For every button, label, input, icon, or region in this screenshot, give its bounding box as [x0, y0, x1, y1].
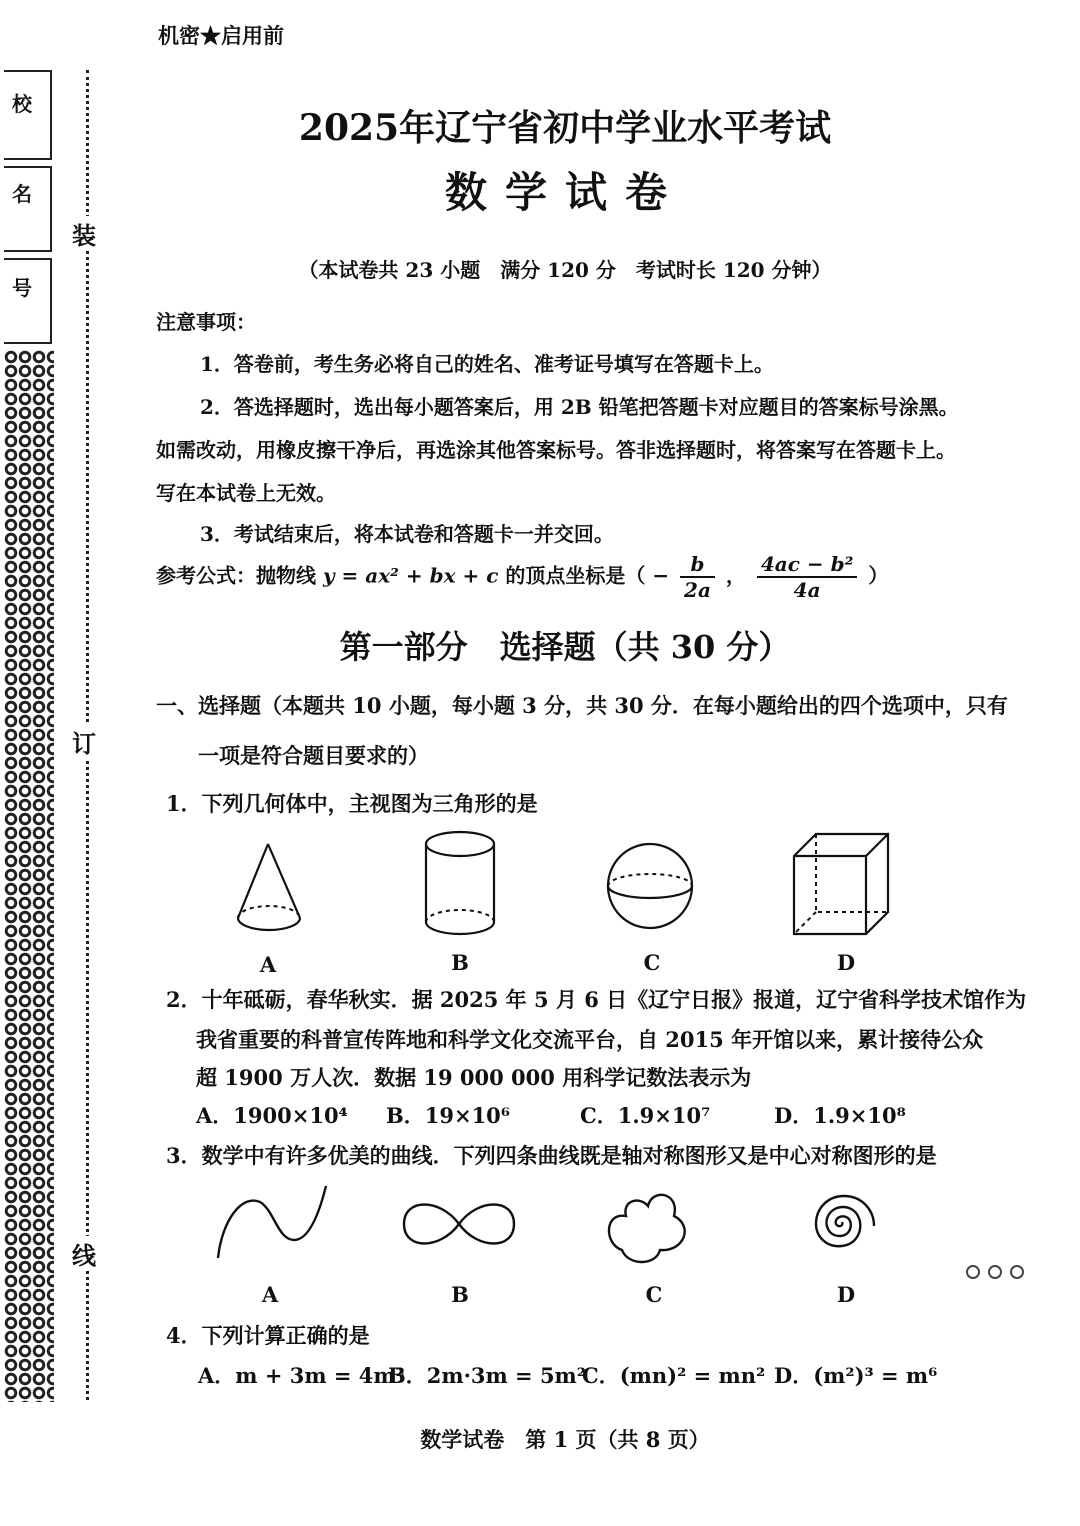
q4-option-b: B．2m·3m = 5m² — [388, 1363, 586, 1388]
formula-prefix: 参考公式：抛物线 — [156, 563, 316, 588]
spiral-icon — [796, 1182, 882, 1268]
q4-option-c: C．(mn)² = mn² — [582, 1363, 766, 1388]
q2-option-b: B．19×10⁶ — [386, 1103, 510, 1128]
frac1-numerator: b — [680, 552, 715, 578]
more-options-icon[interactable] — [966, 1264, 1032, 1283]
binding-pattern — [4, 350, 54, 1402]
binding-char-zhuang: 装 — [72, 216, 96, 251]
binding-char-xian: 线 — [72, 1236, 96, 1271]
question-4-stem: 4．下列计算正确的是 — [166, 1323, 370, 1348]
q2-option-d: D．1.9×10⁸ — [774, 1103, 906, 1128]
fraction-4ac-minus-b2-over-4a — [757, 552, 857, 602]
fraction-b-over-2a — [680, 552, 715, 602]
notice-item-2-line-1: 2．答选择题时，选出每小题答案后，用 2B 铅笔把答题卡对应题目的答案标号涂黑。 — [200, 395, 959, 419]
number-label: 号 — [12, 276, 32, 300]
school-label: 校 — [12, 92, 32, 116]
q4-option-a: A．m + 3m = 4m² — [198, 1363, 405, 1388]
question-1-stem: 1．下列几何体中，主视图为三角形的是 — [166, 791, 538, 816]
q1-label-c: C — [643, 950, 661, 975]
q2-option-c: C．1.9×10⁷ — [580, 1103, 711, 1128]
lemniscate-icon — [398, 1194, 520, 1254]
formula-frac1-sign: − — [652, 563, 670, 588]
reference-formula — [156, 552, 888, 602]
notice-item-1: 1．答卷前，考生务必将自己的姓名、准考证号填写在答题卡上。 — [200, 352, 774, 376]
q2-option-a: A．1900×10⁴ — [196, 1103, 348, 1128]
page-footer: 数学试卷 第 1 页（共 8 页） — [420, 1427, 710, 1452]
formula-separator: ， — [725, 563, 746, 588]
frac2-denominator: 4a — [793, 578, 821, 602]
q3-label-d: D — [836, 1282, 856, 1307]
cylinder-icon — [420, 826, 500, 942]
q4-option-d: D．(m²)³ = m⁶ — [774, 1363, 938, 1388]
cone-icon — [228, 838, 308, 942]
binding-char-ding: 订 — [72, 724, 96, 759]
formula-close: ） — [868, 563, 889, 588]
exam-info: （本试卷共 23 小题 满分 120 分 考试时长 120 分钟） — [298, 258, 832, 282]
notice-item-2-line-2: 如需改动，用橡皮擦干净后，再选涂其他答案标号。答非选择题时，将答案写在答题卡上。 — [156, 438, 956, 462]
name-label: 名 — [12, 182, 32, 206]
section-intro-line-1: 一、选择题（本题共 10 小题，每小题 3 分，共 30 分．在每小题给出的四个选项中，只有 — [156, 693, 1008, 718]
trefoil-icon — [600, 1186, 696, 1268]
confidential-mark: 机密★启用前 — [158, 23, 284, 48]
question-2-line-3: 超 1900 万人次．数据 19 000 000 用科学记数法表示为 — [196, 1065, 752, 1090]
q1-label-d: D — [836, 950, 856, 975]
sphere-icon — [604, 840, 696, 932]
notice-heading: 注意事项： — [156, 310, 256, 334]
q3-label-a: A — [261, 1282, 279, 1307]
exam-title: 2025年辽宁省初中学业水平考试 — [298, 107, 832, 149]
q1-label-b: B — [451, 950, 469, 975]
section-title: 第一部分 选择题（共 30 分） — [339, 628, 791, 666]
question-3-stem: 3．数学中有许多优美的曲线．下列四条曲线既是轴对称图形又是中心对称图形的是 — [166, 1143, 937, 1168]
question-2-line-1: 2．十年砥砺，春华秋实．据 2025 年 5 月 6 日《辽宁日报》报道，辽宁省科学技术馆作为 — [166, 987, 1027, 1012]
frac1-denominator: 2a — [684, 578, 711, 602]
cube-icon — [788, 828, 894, 940]
frac2-numerator: 4ac − b² — [757, 552, 857, 578]
section-intro-line-2: 一项是符合题目要求的） — [198, 743, 429, 768]
q1-label-a: A — [259, 952, 277, 977]
q3-label-c: C — [645, 1282, 663, 1307]
notice-item-2-line-3: 写在本试卷上无效。 — [156, 481, 336, 505]
q3-label-b: B — [451, 1282, 469, 1307]
formula-middle: 的顶点坐标是（ — [505, 563, 646, 588]
formula-equation: y = ax² + bx + c — [322, 563, 499, 588]
question-2-line-2: 我省重要的科普宣传阵地和科学文化交流平台，自 2015 年开馆以来，累计接待公众 — [196, 1027, 984, 1052]
exam-subtitle: 数学试卷 — [444, 168, 685, 217]
sine-curve-icon — [212, 1180, 332, 1264]
notice-item-3: 3．考试结束后，将本试卷和答题卡一并交回。 — [200, 522, 614, 546]
